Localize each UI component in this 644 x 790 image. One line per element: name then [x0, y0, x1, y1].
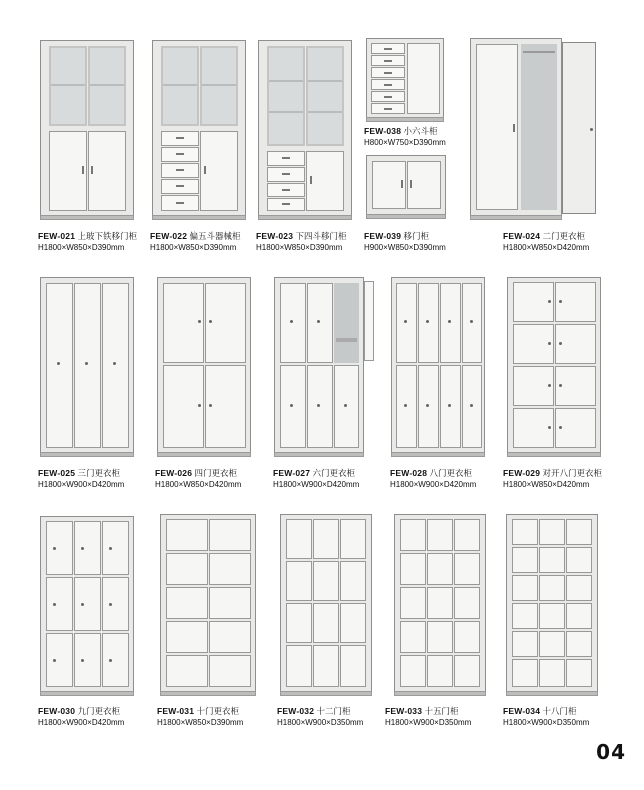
product-dimensions: H1800×W900×D420mm — [390, 480, 477, 489]
product-code: FEW-032 — [277, 706, 315, 716]
product-dimensions: H1800×W900×D420mm — [273, 480, 360, 489]
product-code: FEW-031 — [157, 706, 195, 716]
product-name: 二门更衣柜 — [542, 231, 586, 241]
cabinet-image — [258, 40, 352, 216]
product-name: 对开八门更衣柜 — [542, 468, 603, 478]
product-code: FEW-039 — [364, 231, 402, 241]
product-dimensions: H1800×W900×D420mm — [38, 718, 125, 727]
cabinet-image — [366, 155, 446, 215]
product-code: FEW-029 — [503, 468, 541, 478]
page-number: 04 — [596, 740, 626, 764]
cabinet-image — [160, 514, 256, 692]
product-name: 六门更衣柜 — [312, 468, 356, 478]
cabinet-image — [366, 38, 444, 118]
product-name: 下四斗移门柜 — [295, 231, 347, 241]
product-name: 上玻下铁移门柜 — [77, 231, 138, 241]
product-name: 十二门柜 — [316, 706, 351, 716]
cabinet-image — [394, 514, 486, 692]
product-dimensions: H1800×W900×D350mm — [385, 718, 472, 727]
product-code: FEW-023 — [256, 231, 294, 241]
cabinet-image — [157, 277, 251, 453]
product-dimensions: H900×W850×D390mm — [364, 243, 446, 252]
product-dimensions: H1800×W900×D350mm — [503, 718, 590, 727]
product-dimensions: H1800×W900×D420mm — [38, 480, 125, 489]
product-name: 小六斗柜 — [403, 126, 438, 136]
product-name: 移门柜 — [403, 231, 430, 241]
cabinet-image — [507, 277, 601, 453]
cabinet-image — [274, 277, 364, 453]
product-name: 偏五斗器械柜 — [189, 231, 241, 241]
cabinet-image — [40, 40, 134, 216]
product-name: 十八门柜 — [542, 706, 577, 716]
product-code: FEW-038 — [364, 126, 402, 136]
cabinet-image — [40, 516, 134, 692]
product-dimensions: H1800×W850×D420mm — [155, 480, 242, 489]
product-code: FEW-025 — [38, 468, 76, 478]
product-code: FEW-026 — [155, 468, 193, 478]
product-code: FEW-033 — [385, 706, 423, 716]
cabinet-image — [391, 277, 485, 453]
product-name: 十门更衣柜 — [196, 706, 240, 716]
product-code: FEW-034 — [503, 706, 541, 716]
product-name: 三门更衣柜 — [77, 468, 121, 478]
product-name: 十五门柜 — [424, 706, 459, 716]
product-dimensions: H1800×W850×D390mm — [256, 243, 343, 252]
product-code: FEW-022 — [150, 231, 188, 241]
product-code: FEW-024 — [503, 231, 541, 241]
product-code: FEW-027 — [273, 468, 311, 478]
product-name: 八门更衣柜 — [429, 468, 473, 478]
product-dimensions: H1800×W900×D350mm — [277, 718, 364, 727]
cabinet-image — [280, 514, 372, 692]
product-code: FEW-028 — [390, 468, 428, 478]
open-door — [364, 281, 374, 361]
product-dimensions: H1800×W850×D420mm — [503, 243, 590, 252]
cabinet-image — [470, 38, 562, 216]
product-dimensions: H800×W750×D390mm — [364, 138, 446, 147]
product-dimensions: H1800×W850×D420mm — [503, 480, 590, 489]
product-name: 四门更衣柜 — [194, 468, 238, 478]
product-dimensions: H1800×W850×D390mm — [157, 718, 244, 727]
product-code: FEW-030 — [38, 706, 76, 716]
cabinet-image — [152, 40, 246, 216]
product-dimensions: H1800×W850×D390mm — [150, 243, 237, 252]
cabinet-image — [506, 514, 598, 692]
product-name: 九门更衣柜 — [77, 706, 121, 716]
product-code: FEW-021 — [38, 231, 76, 241]
cabinet-image — [40, 277, 134, 453]
product-dimensions: H1800×W850×D390mm — [38, 243, 125, 252]
